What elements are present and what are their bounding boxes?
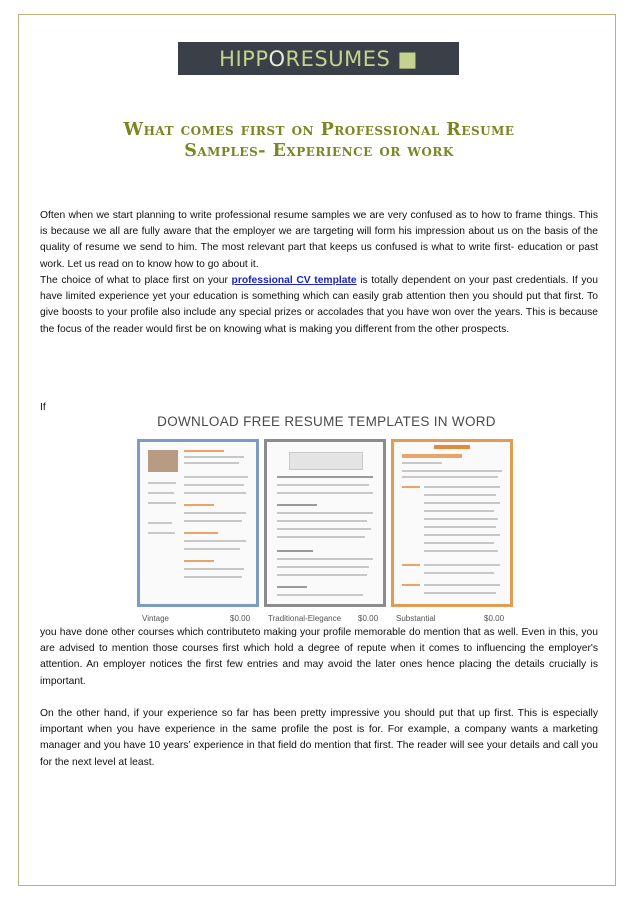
template-price-substantial: $0.00 — [484, 614, 505, 623]
profile-photo — [148, 450, 178, 472]
hippo-resumes-logo[interactable] — [178, 42, 459, 75]
title-line-1: What comes first on Professional Resume — [123, 120, 515, 140]
resume-templates-banner[interactable] — [134, 406, 519, 630]
intro-paragraph: Often when we start planning to write professional resume samples we are very confused as to how to frame things. This is because we all are fully aware that the employer we are targeting will form his impression about us on the basis of the quality of resume we send to him. The most relevant part that keeps us confused is what to write first- education or past work. Let us read on to know how to go about it. — [40, 210, 598, 270]
template-thumbnail-vintage[interactable] — [137, 439, 259, 607]
template-name-vintage: Vintage — [142, 614, 169, 623]
if-text: If — [40, 402, 46, 413]
template-price-vintage: $0.00 — [230, 614, 251, 623]
template-price-traditional-elegance: $0.00 — [358, 614, 379, 623]
template-name-traditional-elegance: Traditional-Elegance — [268, 614, 342, 623]
experience-paragraph: On the other hand, if your experience so far has been pretty impressive you should put that up first. This is especially important when you have experience in the same profile the post is for. For example, a company wants a marketing manager and you have 10 years’ experience in that field do mention that first. The reader will see your details and call you for the next level at least. — [40, 708, 598, 768]
template-thumbnail-traditional-elegance[interactable] — [264, 439, 386, 607]
template-tag — [434, 445, 470, 449]
template-header-box — [289, 452, 363, 470]
template-thumbnail-substantial[interactable] — [391, 439, 513, 607]
professional-cv-template-link[interactable]: professional CV template — [231, 275, 357, 286]
choice-paragraph: The choice of what to place first on your professional CV template is totally dependent on your past credentials. If you have limited experience yet your education is something which can easily grab attention then you should put that first. To give boosts to your profile also include any special prizes or accolades that you have won over the years. This is because the focus of the reader would first be on knowing what is making you different from the other prospects. — [40, 275, 598, 335]
banner-heading: DOWNLOAD FREE RESUME TEMPLATES IN WORD — [157, 414, 496, 429]
courses-paragraph: you have done other courses which contributeto making your profile memorable do mention that as well. Even in this, you are advised to mention those courses first which hold a degree of repute when it comes to influencing the employer's attention. An employer notices the first few entries and may avoid the later ones hence placing the details crucially is important. — [40, 627, 598, 687]
hippo-icon: ■ — [397, 46, 418, 71]
template-name-substantial: Substantial — [396, 614, 436, 623]
page-title — [40, 120, 598, 162]
logo-text: HIPPORESUMES ■ — [219, 46, 418, 71]
title-line-2: Samples- Experience or work — [184, 141, 454, 161]
